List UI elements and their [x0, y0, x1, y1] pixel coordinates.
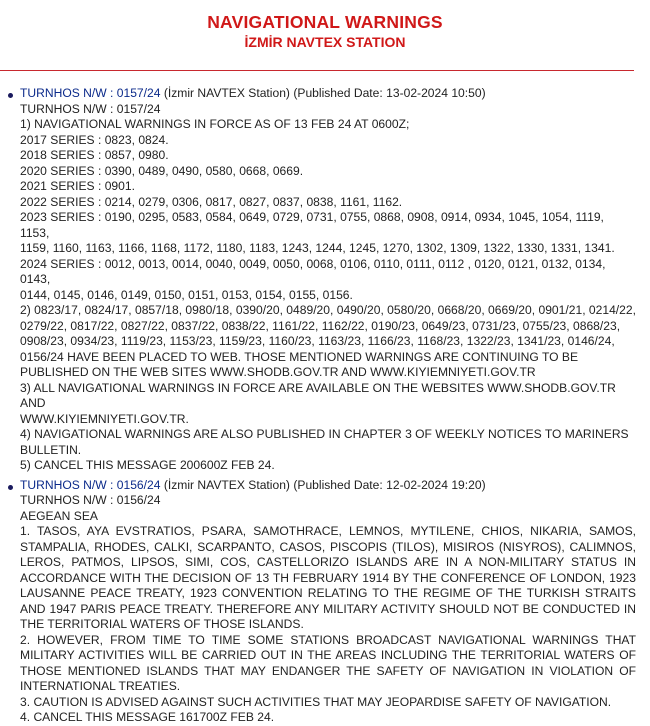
warning-line: 0908/23, 0934/23, 1119/23, 1153/23, 1159/23, 1160/23, 1163/23, 1166/23, 1168/23, 1322/23, 1341/23, 0146/24, — [20, 334, 615, 348]
warning-line: 3) ALL NAVIGATIONAL WARNINGS IN FORCE ARE AVAILABLE ON THE WEBSITES WWW.SHODB.GOV.TR AND — [20, 380, 616, 410]
bullet-icon — [8, 485, 13, 490]
warning-line: 2) 0823/17, 0824/17, 0857/18, 0980/18, 0390/20, 0489/20, 0490/20, 0580/20, 0668/20, 0669/20, 0901/21, 0214/22, — [20, 303, 636, 317]
warning-line: 2024 SERIES : 0012, 0013, 0014, 0040, 0049, 0050, 0068, 0106, 0110, 0111, 0112 , 0120, 0121, 0132, 0134, 0143, — [20, 256, 606, 286]
warning-list — [6, 86, 636, 726]
warning-line: 0144, 0145, 0146, 0149, 0150, 0151, 0153, 0154, 0155, 0156. — [20, 287, 353, 302]
warning-line: TURNHOS N/W : 0156/24 — [20, 493, 161, 507]
header-divider — [0, 70, 634, 71]
warning-station: (İzmir NAVTEX Station) — [163, 86, 290, 100]
warning-line: 2020 SERIES : 0390, 0489, 0490, 0580, 0668, 0669. — [20, 163, 304, 178]
warning-paragraph: 4. CANCEL THIS MESSAGE 161700Z FEB 24. — [20, 710, 275, 724]
warning-published-date: (Published Date: 13-02-2024 10:50) — [293, 86, 486, 100]
warning-line: BULLETIN. — [20, 442, 82, 457]
warning-line: 2017 SERIES : 0823, 0824. — [20, 132, 169, 147]
warning-published-date: (Published Date: 12-02-2024 19:20) — [293, 477, 486, 492]
warning-line: 2023 SERIES : 0190, 0295, 0583, 0584, 0649, 0729, 0731, 0755, 0868, 0908, 0914, 0934, 1045, 1054, 1119, 1153, — [20, 210, 604, 240]
warning-header — [20, 86, 636, 102]
warning-line: WWW.KIYIEMNIYETI.GOV.TR. — [20, 411, 189, 426]
page-subtitle: İZMİR NAVTEX STATION — [244, 34, 406, 50]
page-header — [0, 0, 650, 51]
warning-item — [6, 86, 636, 474]
warning-link[interactable]: TURNHOS N/W : 0157/24 — [20, 86, 161, 100]
warning-line: 2018 SERIES : 0857, 0980. — [20, 148, 169, 162]
warning-line: 1) NAVIGATIONAL WARNINGS IN FORCE AS OF 13 FEB 24 AT 0600Z; — [20, 117, 410, 131]
warning-line: 2022 SERIES : 0214, 0279, 0306, 0817, 0827, 0837, 0838, 1161, 1162. — [20, 194, 403, 209]
warning-station: (İzmir NAVTEX Station) — [163, 477, 290, 492]
warning-line: PUBLISHED ON THE WEB SITES WWW.SHODB.GOV.TR AND WWW.KIYIEMNIYETI.GOV.TR — [20, 365, 536, 379]
warning-line: 5) CANCEL THIS MESSAGE 200600Z FEB 24. — [20, 458, 275, 472]
warning-link[interactable]: TURNHOS N/W : 0156/24 — [20, 477, 161, 492]
warning-paragraph: 1. TASOS, AYA EVSTRATIOS, PSARA, SAMOTHRACE, LEMNOS, MYTILENE, CHIOS, NIKARIA, SAMOS, STAMPALIA, RHODES, CALKI, SCARPANTO, CASOS, PISCOPIS (TILOS), MISIROS (NISYROS), CALIMNOS, LEROS, PATMOS, LIPSOS, SIMI, COS, CASTELLORIZO ISLANDS ARE IN A NON-MILITARY STATUS IN ACCORDANCE WITH THE DECISION OF 13 TH FEBRUARY 1914 BY THE CONFERENCE OF LONDON, 1923 LAUSANNE PEACE TREATY, 1923 CONVENTION RELATING TO THE REGIME OF THE TURKISH STRAITS AND 1947 PARIS PEACE TREATY. THEREFORE ANY MILITARY ACTIVITY SHOULD NOT BE CONDUCTED IN THE TERRITORIAL WATERS OF THOSE ISLANDS. — [20, 524, 636, 631]
warning-paragraph: 2. HOWEVER, FROM TIME TO TIME SOME STATIONS BROADCAST NAVIGATIONAL WARNINGS THAT MILITARY ACTIVITIES WILL BE CARRIED OUT IN THE AREAS INCLUDING THE TERRITORIAL WATERS OF THOSE MENTIONED ISLANDS THAT MAY ENDANGER THE SAFETY OF NAVIGATION IN VIOLATION OF INTERNATIONAL TREATIES. — [20, 632, 636, 693]
warning-line: TURNHOS N/W : 0157/24 — [20, 101, 161, 116]
warning-line: 2021 SERIES : 0901. — [20, 179, 135, 193]
warning-header — [20, 478, 636, 494]
warning-item — [6, 478, 636, 726]
warning-line: 0156/24 HAVE BEEN PLACED TO WEB. THOSE MENTIONED WARNINGS ARE CONTINUING TO BE — [20, 349, 579, 364]
warning-line: AEGEAN SEA — [20, 508, 98, 523]
warning-line: 4) NAVIGATIONAL WARNINGS ARE ALSO PUBLISHED IN CHAPTER 3 OF WEEKLY NOTICES TO MARINERS — [20, 427, 629, 441]
warning-paragraph: 3. CAUTION IS ADVISED AGAINST SUCH ACTIVITIES THAT MAY JEOPARDISE SAFETY OF NAVIGATION. — [20, 694, 612, 709]
warning-line: 1159, 1160, 1163, 1166, 1168, 1172, 1180, 1183, 1243, 1244, 1245, 1270, 1302, 1309, 1322, 1330, 1331, 1341. — [20, 241, 615, 255]
bullet-icon — [8, 93, 13, 98]
warning-line: 0279/22, 0817/22, 0827/22, 0837/22, 0838/22, 1161/22, 1162/22, 0190/23, 0649/23, 0731/23, 0755/23, 0868/23, — [20, 318, 621, 333]
page-title: NAVIGATIONAL WARNINGS — [207, 12, 443, 32]
